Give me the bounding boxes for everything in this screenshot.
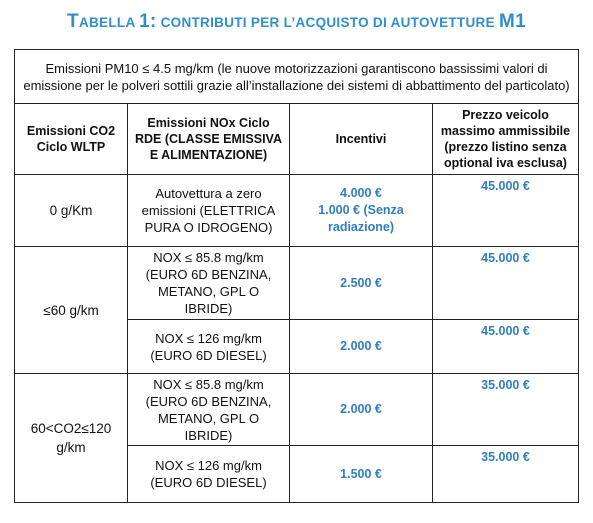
nox-cell: NOX ≤ 85.8 mg/km (EURO 6D BENZINA, METANO, GPL O IBRIDE) [128,374,290,446]
nox-cell: Autovettura a zero emissioni (ELETTRICA PURA O IDROGENO) [128,175,290,247]
incentive-cell: 2.500 € [290,247,433,320]
co2-cell: 0 g/Km [15,175,128,247]
intro-text: Emissioni PM10 ≤ 4.5 mg/km (le nuove motorizzazioni garantiscono bassissimi valori di emissione per le polveri sottili grazie all’installazione dei sistemi di abbattimento del particolato) [15,50,579,104]
header-incentivi: Incentivi [290,104,433,175]
title-word: ABELLA [78,15,140,30]
nox-cell: NOX ≤ 126 mg/km (EURO 6D DIESEL) [128,446,290,503]
title-initial: T [67,11,79,32]
header-row [15,104,579,175]
incentive-cell: 1.500 € [290,446,433,503]
table-title [0,11,593,33]
co2-cell: 60<CO2≤120 g/km [15,374,128,503]
header-co2: Emissioni CO2 Ciclo WLTP [15,104,128,175]
price-cell: 35.000 € [433,446,579,503]
incentives-table [14,49,579,503]
table-row [15,175,579,247]
title-number: 1: [139,11,157,32]
incentive-value: 4.000 € [340,186,382,200]
title-model: M1 [498,11,526,32]
header-nox: Emissioni NOx Ciclo RDE (CLASSE EMISSIVA E ALIMENTAZIONE) [128,104,290,175]
incentive-value-alt: 1.000 € (Senza radiazione) [318,203,404,234]
intro-row [15,50,579,104]
title-text: CONTRIBUTI PER L’ACQUISTO DI AUTOVETTURE [156,15,499,30]
price-cell: 45.000 € [433,320,579,374]
incentive-cell: 2.000 € [290,374,433,446]
co2-cell: ≤60 g/km [15,247,128,374]
nox-cell: NOX ≤ 126 mg/km (EURO 6D DIESEL) [128,320,290,374]
price-cell: 35.000 € [433,374,579,446]
table-row [15,374,579,446]
table-row [15,247,579,320]
nox-cell: NOX ≤ 85.8 mg/km (EURO 6D BENZINA, METANO, GPL O IBRIDE) [128,247,290,320]
incentive-cell: 2.000 € [290,320,433,374]
price-cell: 45.000 € [433,175,579,247]
price-cell: 45.000 € [433,247,579,320]
header-prezzo: Prezzo veicolo massimo ammissibile (prezzo listino senza optional iva esclusa) [433,104,579,175]
incentive-cell [290,175,433,247]
